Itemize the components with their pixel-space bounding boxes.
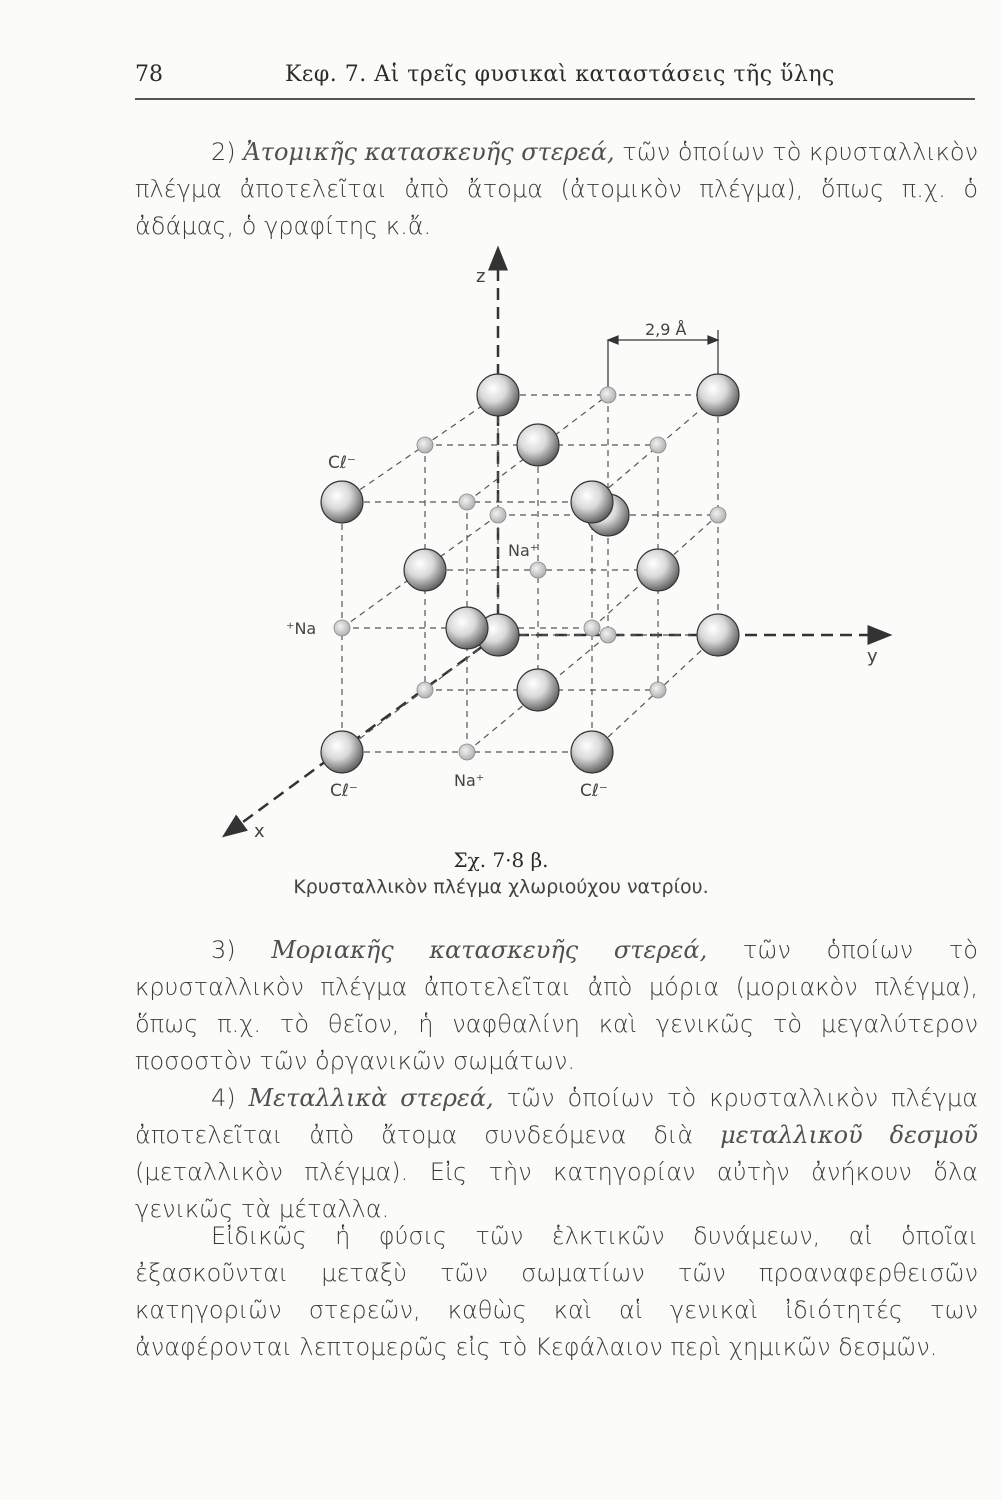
na-ion (530, 562, 546, 578)
figure-number: Σχ. 7·8 β. (453, 848, 549, 872)
figure-caption: Κρυσταλλικὸν πλέγμα χλωριούχου νατρίου. (293, 876, 709, 898)
header-rule (135, 98, 975, 100)
paragraph-number: 3) (211, 936, 236, 964)
cl-ion (404, 549, 446, 591)
paragraph-atomic-solids (135, 134, 978, 245)
paragraph-number: 2) (211, 138, 236, 166)
cl-ion (571, 481, 613, 523)
na-label-bottom: Na⁺ (454, 771, 485, 790)
z-axis-label: z (476, 266, 486, 287)
page-header (135, 58, 975, 98)
paragraph-metallic-solids (135, 1080, 978, 1228)
na-ion (459, 744, 475, 760)
term-atomic-solids: Ἀτομικῆς κατασκευῆς στερεά, (243, 138, 615, 166)
running-title: Κεφ. 7. Αἱ τρεῖς φυσικαὶ καταστάσεις τῆς ὕλης (285, 62, 835, 87)
term-molecular-solids: Μοριακῆς κατασκευῆς στερεά, (271, 936, 708, 964)
cl-ion (697, 374, 739, 416)
na-ion (600, 387, 616, 403)
cl-ion (571, 731, 613, 773)
cl-ion (321, 481, 363, 523)
na-ion (650, 682, 666, 698)
cl-ion (477, 374, 519, 416)
na-ion (710, 507, 726, 523)
na-label-left: ⁺Na (286, 619, 317, 638)
na-ion (650, 437, 666, 453)
cl-label-bottom-left: Cℓ⁻ (330, 781, 358, 801)
paragraph-text: Εἰδικῶς ἡ φύσις τῶν ἑλκτικῶν δυνάμεων, αἱ ὁποῖαι ἐξασκοῦνται μεταξὺ τῶν σωματίων τῶν προαναφερθεισῶν κατηγοριῶν στερεῶν, καθὼς καὶ αἱ γενικαὶ ἰδιότητές των ἀναφέρονται λεπτομερῶς εἰς τὸ Κεφάλαιον περὶ χημικῶν δεσμῶν. (135, 1222, 978, 1361)
na-ion (417, 682, 433, 698)
spacing-label: 2,9 Å (645, 320, 687, 339)
y-axis-label: y (867, 646, 878, 667)
nacl-lattice-figure (220, 240, 920, 850)
term-metallic-solids: Μεταλλικὰ στερεά, (248, 1084, 494, 1112)
na-ion (490, 507, 506, 523)
lattice-svg (220, 240, 920, 850)
na-ion (600, 627, 616, 643)
page-number: 78 (135, 62, 163, 87)
cl-label-top: Cℓ⁻ (328, 453, 356, 473)
cl-ion (517, 424, 559, 466)
paragraph-text: τῶν ὁποίων τὸ κρυσταλλικὸν πλέγμα ἀποτελεῖται ἀπὸ ἄτομα συνδεόμενα διὰ (135, 1084, 978, 1149)
na-label-center: Na⁺ (508, 541, 539, 560)
cl-ion (637, 549, 679, 591)
cl-ion (517, 669, 559, 711)
cl-ion (321, 731, 363, 773)
paragraph-text-cont: (μεταλλικὸν πλέγμα). Εἰς τὴν κατηγορίαν αὐτὴν ἀνήκουν ὅλα γενικῶς τὰ μέταλλα. (135, 1158, 978, 1223)
paragraph-number: 4) (211, 1084, 236, 1112)
paragraph-molecular-solids (135, 932, 978, 1080)
cl-ions (321, 374, 739, 773)
x-axis-label: x (254, 821, 265, 842)
paragraph-text: τῶν ὁποίων τὸ κρυσταλλικὸν πλέγμα ἀποτελεῖται ἀπὸ μόρια (μοριακὸν πλέγμα), ὅπως π.χ. τὸ θεῖον, ἡ ναφθαλίνη καὶ γενικῶς τὸ μεγαλύτερον ποσοστὸν τῶν ὀργανικῶν σωμάτων. (135, 936, 978, 1075)
na-ion (334, 620, 350, 636)
term-metallic-bond: μεταλλικοῦ δεσμοῦ (720, 1121, 979, 1149)
na-ion (459, 494, 475, 510)
paragraph-closing (135, 1218, 978, 1366)
cl-ion (697, 614, 739, 656)
paragraph-text: τῶν ὁποίων τὸ κρυσταλλικὸν πλέγμα ἀποτελεῖται ἀπὸ ἄτομα (ἀτομικὸν πλέγμα), ὅπως π.χ. ὁ ἀδάμας, ὁ γραφίτης κ.ἄ. (135, 138, 978, 240)
cl-label-bottom-right: Cℓ⁻ (580, 781, 608, 801)
spacing-dimension (608, 330, 718, 390)
na-ion (584, 620, 600, 636)
na-ion (417, 437, 433, 453)
cl-ion (446, 607, 488, 649)
